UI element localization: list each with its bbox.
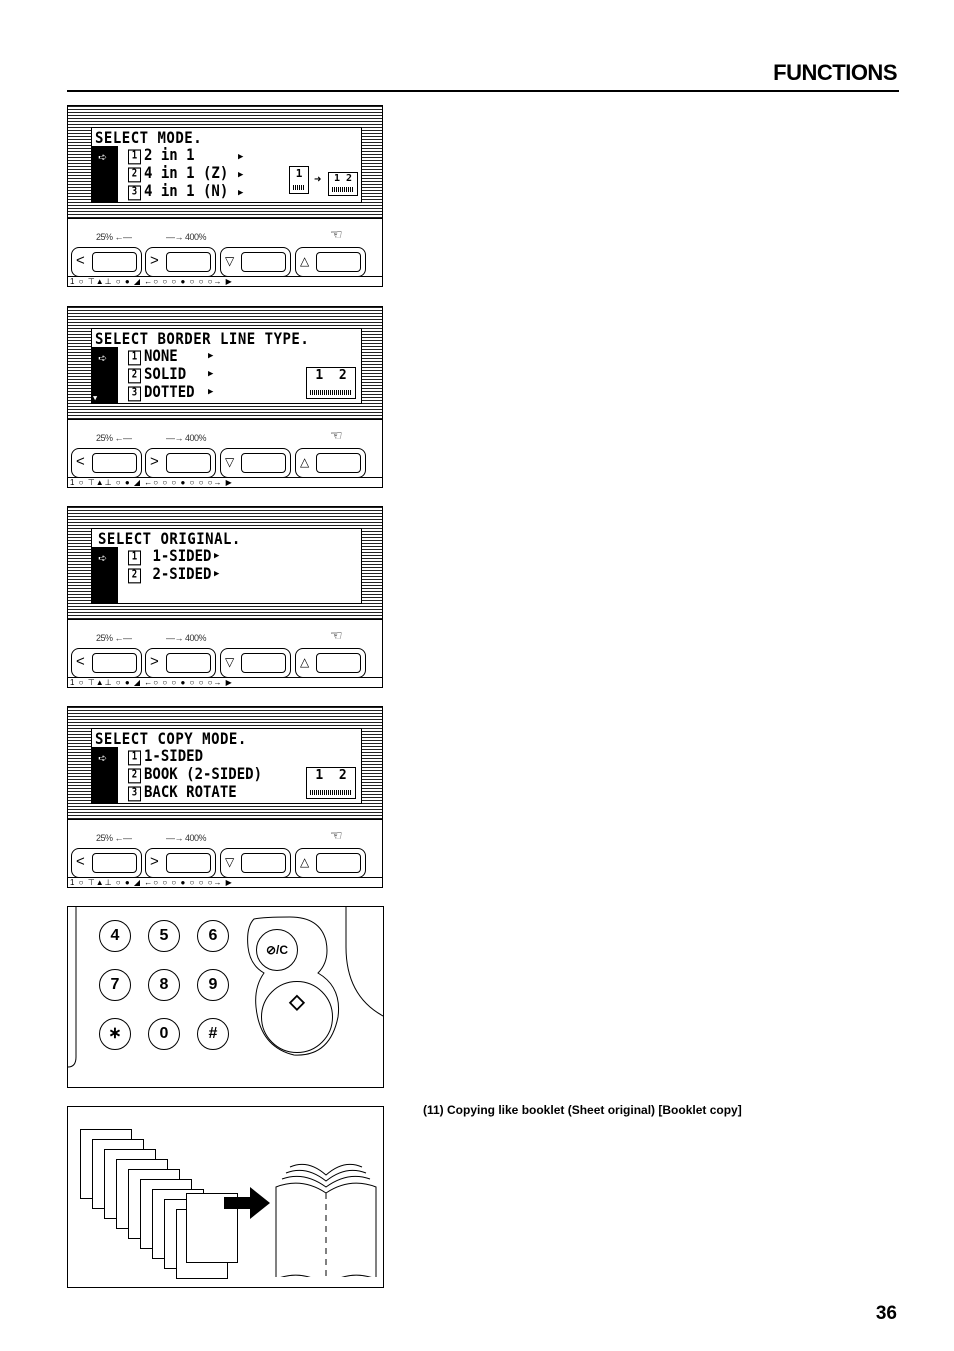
lcd-option[interactable]: 2 BOOK (2-SIDED): [128, 765, 262, 783]
lcd-option[interactable]: 1 NONE: [128, 347, 178, 365]
triangle-down-icon: ▽: [225, 855, 235, 869]
header-rule: [67, 90, 899, 92]
chevron-left-icon: <: [76, 853, 85, 870]
zoom-out-label: 25% ←—: [96, 833, 132, 843]
lcd-option[interactable]: 1 1-SIDED: [128, 547, 211, 565]
page-number: 36: [875, 1303, 897, 1324]
up-key[interactable]: [295, 448, 366, 478]
option-arrow-icon: ▶: [214, 569, 220, 579]
key-8[interactable]: 8: [148, 969, 180, 1001]
triangle-up-icon: △: [300, 655, 310, 669]
chevron-right-icon: >: [150, 653, 159, 670]
chevron-right-icon: >: [150, 453, 159, 470]
operation-panel-select-mode: [67, 105, 383, 287]
hand-icon: ☜: [330, 827, 343, 843]
start-button[interactable]: ◇: [261, 981, 333, 1053]
cursor-arrow-icon: ➪: [98, 349, 108, 367]
booklet-icon: [272, 1157, 382, 1277]
chevron-right-icon: >: [150, 853, 159, 870]
up-key[interactable]: [295, 247, 366, 277]
key-9[interactable]: 9: [197, 969, 229, 1001]
key-hash[interactable]: #: [197, 1018, 229, 1050]
lcd-screen: [91, 528, 362, 604]
option-arrow-icon: ▶: [214, 551, 220, 561]
left-key[interactable]: [71, 247, 142, 277]
key-7[interactable]: 7: [99, 969, 131, 1001]
up-key[interactable]: [295, 648, 366, 678]
lcd-option[interactable]: 3 DOTTED: [128, 383, 195, 401]
key-6[interactable]: 6: [197, 920, 229, 952]
lcd-screen: [91, 328, 362, 404]
left-key[interactable]: [71, 848, 142, 878]
option-arrow-icon: ▶: [238, 152, 244, 162]
triangle-down-icon: ▽: [225, 254, 235, 268]
panel-divider: [68, 419, 382, 420]
booklet-illustration: [67, 1106, 384, 1288]
two-page-sheet-icon: 1 2: [306, 767, 356, 799]
right-key[interactable]: [145, 448, 216, 478]
chevron-right-icon: >: [150, 252, 159, 269]
lcd-option[interactable]: 3 BACK ROTATE: [128, 783, 237, 801]
arrow-right-icon: ➜: [314, 172, 322, 186]
page-header-title: FUNCTIONS: [773, 60, 897, 85]
down-key[interactable]: [220, 448, 291, 478]
right-key[interactable]: [145, 247, 216, 277]
cursor-arrow-icon: ➪: [98, 749, 108, 767]
zoom-in-label: —→ 400%: [166, 433, 207, 443]
panel-divider: [68, 619, 382, 620]
hand-icon: ☜: [330, 627, 343, 643]
original-sheet-icon: 1: [289, 166, 309, 194]
right-key[interactable]: [145, 848, 216, 878]
key-4[interactable]: 4: [99, 920, 131, 952]
cursor-arrow-icon: ➪: [98, 549, 108, 567]
indicator-strip: 1 ○ ⊤▲⊥ ○ ● ◢ ←○ ○ ○ ● ○ ○ ○→ ▶: [68, 677, 382, 687]
stop-clear-button[interactable]: ⊘/C: [256, 929, 298, 971]
key-asterisk[interactable]: ∗: [99, 1018, 131, 1050]
lcd-option[interactable]: 2 SOLID: [128, 365, 186, 383]
panel-divider: [68, 218, 382, 219]
zoom-out-label: 25% ←—: [96, 433, 132, 443]
scroll-down-icon: ▼: [93, 394, 98, 402]
chevron-left-icon: <: [76, 653, 85, 670]
zoom-in-label: —→ 400%: [166, 232, 207, 242]
down-key[interactable]: [220, 648, 291, 678]
zoom-out-label: 25% ←—: [96, 633, 132, 643]
triangle-down-icon: ▽: [225, 655, 235, 669]
option-arrow-icon: ▶: [238, 170, 244, 180]
lcd-option[interactable]: 3 4 in 1 (N): [128, 182, 228, 200]
hand-icon: ☜: [330, 226, 343, 242]
numeric-keypad-panel: [67, 906, 384, 1088]
down-key[interactable]: [220, 247, 291, 277]
key-0[interactable]: 0: [148, 1018, 180, 1050]
combined-sheet-icon: 1 2: [328, 172, 358, 196]
operation-panel-copy-mode: [67, 706, 383, 888]
down-key[interactable]: [220, 848, 291, 878]
indicator-strip: 1 ○ ⊤▲⊥ ○ ● ◢ ←○ ○ ○ ● ○ ○ ○→ ▶: [68, 877, 382, 887]
chevron-left-icon: <: [76, 252, 85, 269]
lcd-screen: [91, 728, 362, 804]
panel-divider: [68, 819, 382, 820]
triangle-down-icon: ▽: [225, 455, 235, 469]
hand-icon: ☜: [330, 427, 343, 443]
option-arrow-icon: ▶: [238, 188, 244, 198]
lcd-title: SELECT COPY MODE.: [95, 730, 247, 749]
operation-panel-select-original: [67, 506, 383, 688]
operation-panel-border-line: [67, 306, 383, 488]
lcd-option[interactable]: 1 2 in 1: [128, 146, 195, 164]
lcd-option[interactable]: 2 2-SIDED: [128, 565, 211, 583]
key-5[interactable]: 5: [148, 920, 180, 952]
triangle-up-icon: △: [300, 455, 310, 469]
lcd-option[interactable]: 1 1-SIDED: [128, 747, 203, 765]
lcd-screen: [91, 127, 362, 203]
triangle-up-icon: △: [300, 254, 310, 268]
lcd-option[interactable]: 2 4 in 1 (Z): [128, 164, 228, 182]
two-page-sheet-icon: 1 2: [306, 367, 356, 399]
lcd-title: SELECT MODE.: [95, 129, 203, 148]
option-arrow-icon: ▶: [208, 387, 214, 397]
zoom-in-label: —→ 400%: [166, 833, 207, 843]
indicator-strip: 1 ○ ⊤▲⊥ ○ ● ◢ ←○ ○ ○ ● ○ ○ ○→ ▶: [68, 276, 382, 286]
lcd-title: SELECT ORIGINAL.: [98, 530, 241, 549]
right-key[interactable]: [145, 648, 216, 678]
triangle-up-icon: △: [300, 855, 310, 869]
left-key[interactable]: [71, 448, 142, 478]
section-caption: (11) Copying like booklet (Sheet original) [Booklet copy]: [423, 1103, 742, 1117]
up-key[interactable]: [295, 848, 366, 878]
option-arrow-icon: ▶: [208, 369, 214, 379]
option-arrow-icon: ▶: [208, 351, 214, 361]
zoom-out-label: 25% ←—: [96, 232, 132, 242]
left-key[interactable]: [71, 648, 142, 678]
cursor-arrow-icon: ➪: [98, 148, 108, 166]
lcd-title: SELECT BORDER LINE TYPE.: [95, 330, 310, 349]
indicator-strip: 1 ○ ⊤▲⊥ ○ ● ◢ ←○ ○ ○ ● ○ ○ ○→ ▶: [68, 477, 382, 487]
zoom-in-label: —→ 400%: [166, 633, 207, 643]
chevron-left-icon: <: [76, 453, 85, 470]
arrow-right-icon: [222, 1183, 272, 1223]
